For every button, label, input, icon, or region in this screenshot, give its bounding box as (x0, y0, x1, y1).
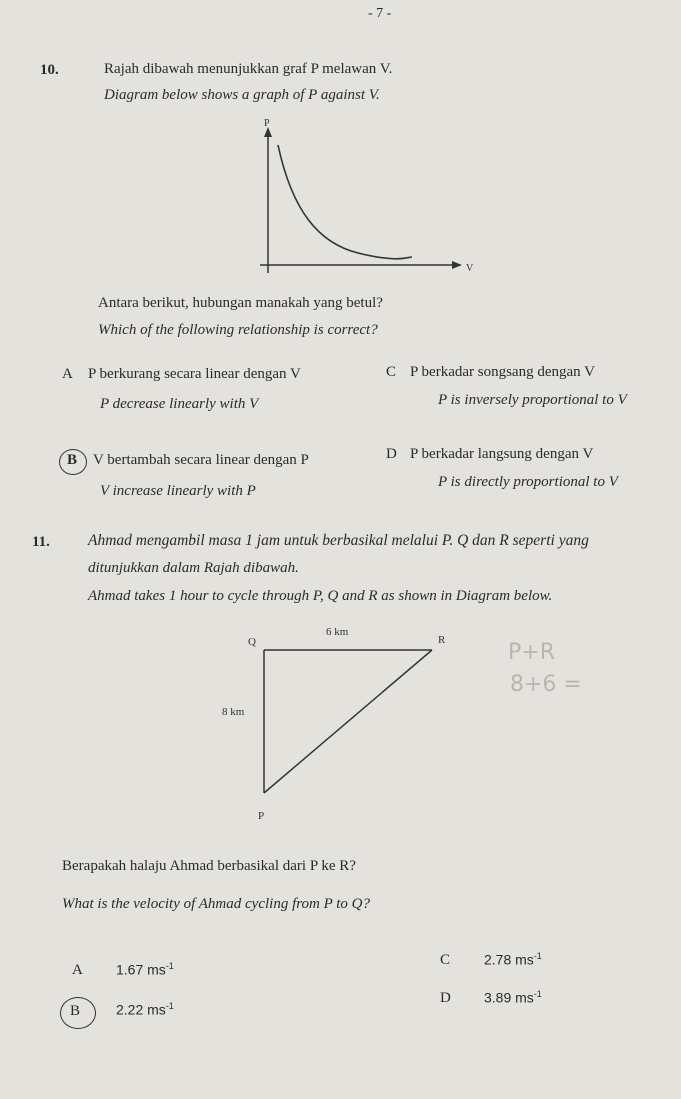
q10-option-c-en: P is inversely proportional to V (438, 392, 627, 408)
q11-option-d-value: 3.89 $ms^{-1}$ (484, 989, 542, 1006)
q11-stem-en: Ahmad takes 1 hour to cycle through P, Q and R as shown in Diagram below. (88, 588, 553, 604)
q10-graph (240, 115, 500, 285)
q11-option-d-letter: D (440, 990, 451, 1006)
pq-distance-label: 8 km (222, 706, 245, 718)
q10-option-c-ms: P berkadar songsang dengan V (410, 364, 595, 380)
q10-question-ms: Antara berikut, hubungan manakah yang betul? (98, 295, 383, 311)
graph-x-arrow (452, 261, 462, 269)
q10-number: 10. (40, 62, 59, 78)
q10-stem-ms: Rajah dibawah menunjukkan graf P melawan V. (104, 61, 393, 77)
q10-option-d-letter: D (386, 446, 397, 462)
q10-option-a-ms: P berkurang secara linear dengan V (88, 366, 301, 382)
point-q-label: Q (248, 636, 256, 648)
q11-stem-ms-2: ditunjukkan dalam Rajah dibawah. (88, 560, 299, 576)
graph-x-label: V (466, 263, 474, 274)
q10-question-en: Which of the following relationship is correct? (98, 322, 378, 338)
q10-option-b-ms: V bertambah secara linear dengan P (93, 452, 309, 468)
q10-option-c-letter: C (386, 364, 397, 380)
q11-number: 11. (32, 534, 50, 550)
qr-distance-label: 6 km (326, 626, 349, 638)
q11-option-a-value: 1.67 $ms^{-1}$ (116, 961, 174, 978)
q10-option-b-letter: B (67, 452, 78, 468)
q11-option-c-value: 2.78 $ms^{-1}$ (484, 951, 542, 968)
graph-curve (278, 145, 412, 259)
q11-stem-ms-1: Ahmad mengambil masa 1 jam untuk berbasikal melalui P. Q dan R seperti yang (88, 532, 589, 549)
handwriting-1: P+R (508, 640, 555, 665)
q10-option-a-en: P decrease linearly with V (100, 396, 259, 412)
page-number: - 7 - (368, 6, 392, 21)
q10-stem-en: Diagram below shows a graph of P against V. (104, 87, 380, 103)
point-p-label: P (258, 810, 265, 822)
q10-option-d-en: P is directly proportional to V (438, 474, 618, 490)
q11-option-b-value: 2.22 $ms^{-1}$ (116, 1001, 174, 1018)
segment-pr (264, 650, 432, 793)
q11-triangle-diagram (220, 615, 460, 825)
point-r-label: R (438, 634, 446, 646)
q11-option-c-letter: C (440, 952, 451, 968)
handwriting-2: 8+6 = (510, 672, 582, 697)
q11-question-en: What is the velocity of Ahmad cycling from P to Q? (62, 896, 370, 912)
graph-y-label: P (264, 118, 270, 129)
q10-option-d-ms: P berkadar langsung dengan V (410, 446, 594, 462)
q11-option-a-letter: A (72, 962, 83, 978)
q10-option-b-en: V increase linearly with P (100, 483, 256, 499)
q11-option-b-letter: B (70, 1003, 81, 1019)
q10-option-a-letter: A (62, 366, 73, 382)
q11-question-ms: Berapakah halaju Ahmad berbasikal dari P ke R? (62, 858, 356, 874)
